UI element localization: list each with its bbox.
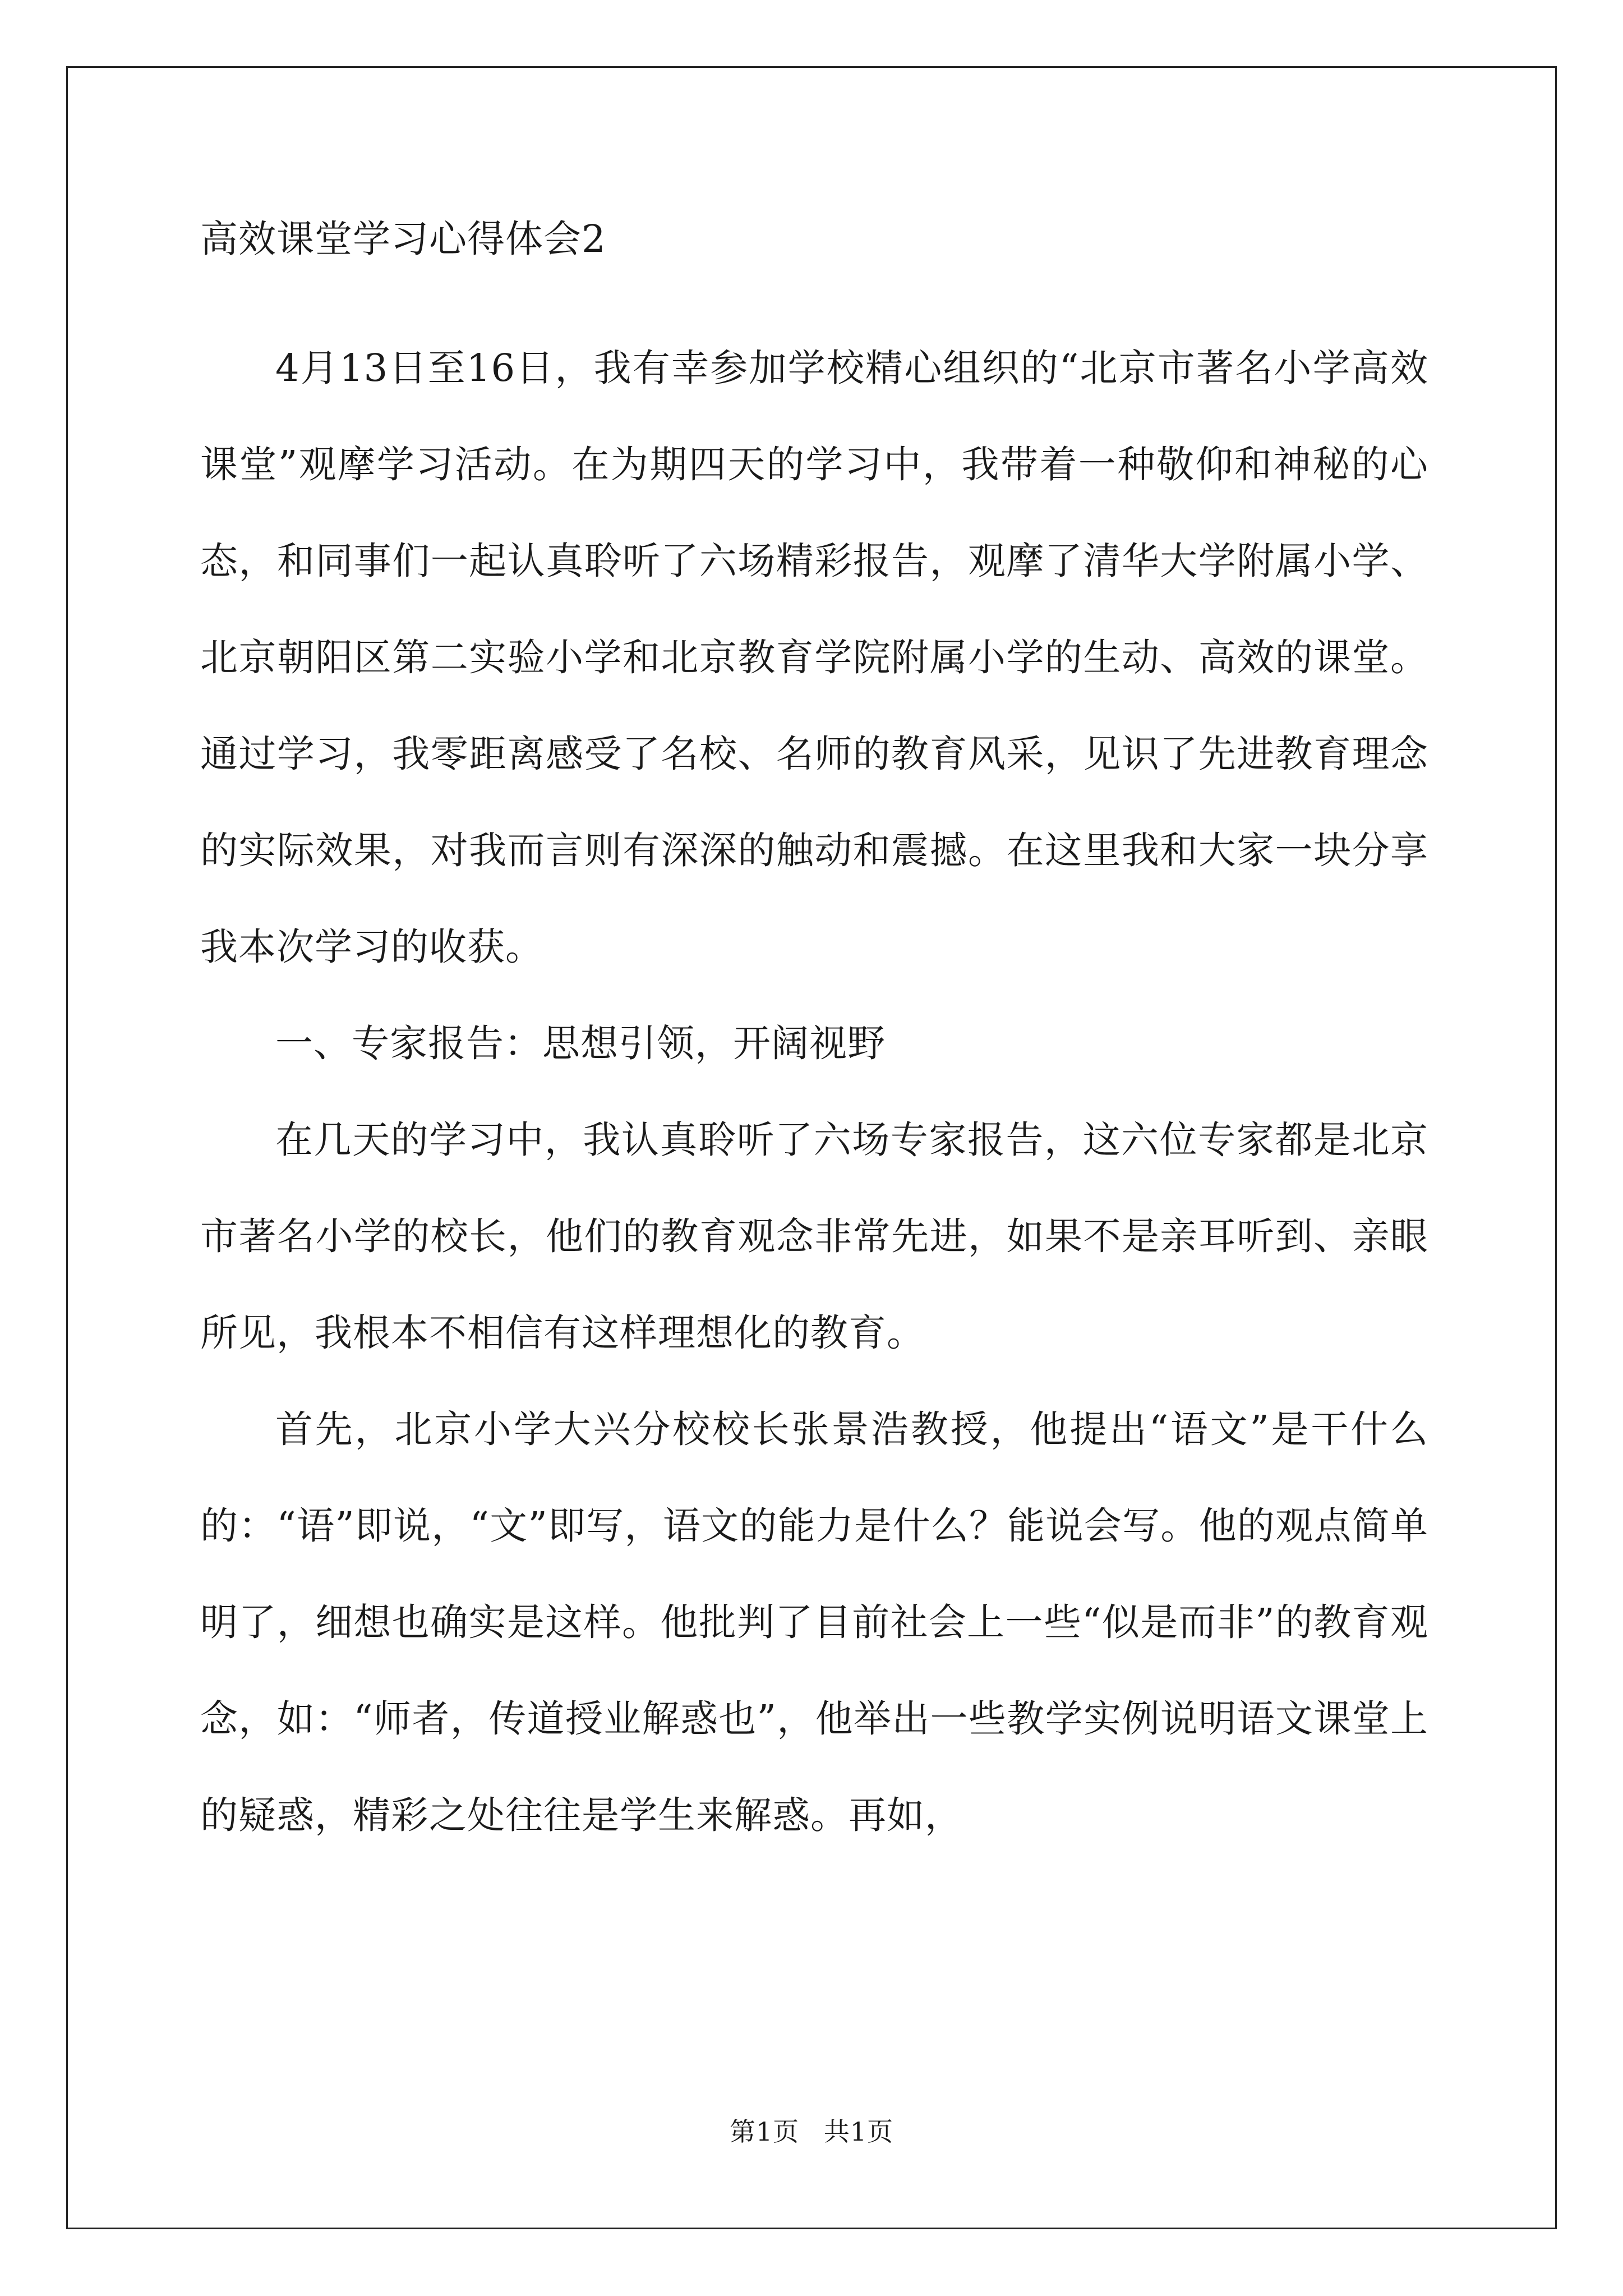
page-total: 共1页 <box>823 2116 894 2147</box>
paragraph-reports: 在几天的学习中，我认真聆听了六场专家报告，这六位专家都是北京市著名小学的校长，他们的教育观念非常先进，如果不是亲耳听到、亲眼所见，我根本不相信有这样理想化的教育。 <box>200 1118 1428 1355</box>
paragraph-first-expert: 首先，北京小学大兴分校校长张景浩教授，他提出“语文”是干什么的：“语”即说，“文”即写，语文的能力是什么？能说会写。他的观点简单明了，细想也确实是这样。他批判了目前社会上一些“似是而非”的教育观念，如：“师者，传道授业解惑也”，他举出一些教学实例说明语文课堂上的疑惑，精彩之处往往是学生来解惑。再如， <box>200 1407 1428 1837</box>
paragraph-intro: 4月13日至16日，我有幸参加学校精心组织的“北京市著名小学高效课堂”观摩学习活动。在为期四天的学习中，我带着一种敬仰和神秘的心态，和同事们一起认真聆听了六场精彩报告，观摩了清华大学附属小学、北京朝阳区第二实验小学和北京教育学院附属小学的生动、高效的课堂。通过学习，我零距离感受了名校、名师的教育风采，见识了先进教育理念的实际效果，对我而言则有深深的触动和震撼。在这里我和大家一块分享我本次学习的收获。 <box>200 346 1428 969</box>
document-body <box>200 208 1428 1864</box>
document-title: 高效课堂学习心得体会2 <box>200 217 606 261</box>
section-heading: 一、专家报告：思想引领，开阔视野 <box>275 1022 886 1065</box>
page-footer <box>0 2115 1623 2148</box>
page-number: 第1页 <box>729 2116 800 2147</box>
